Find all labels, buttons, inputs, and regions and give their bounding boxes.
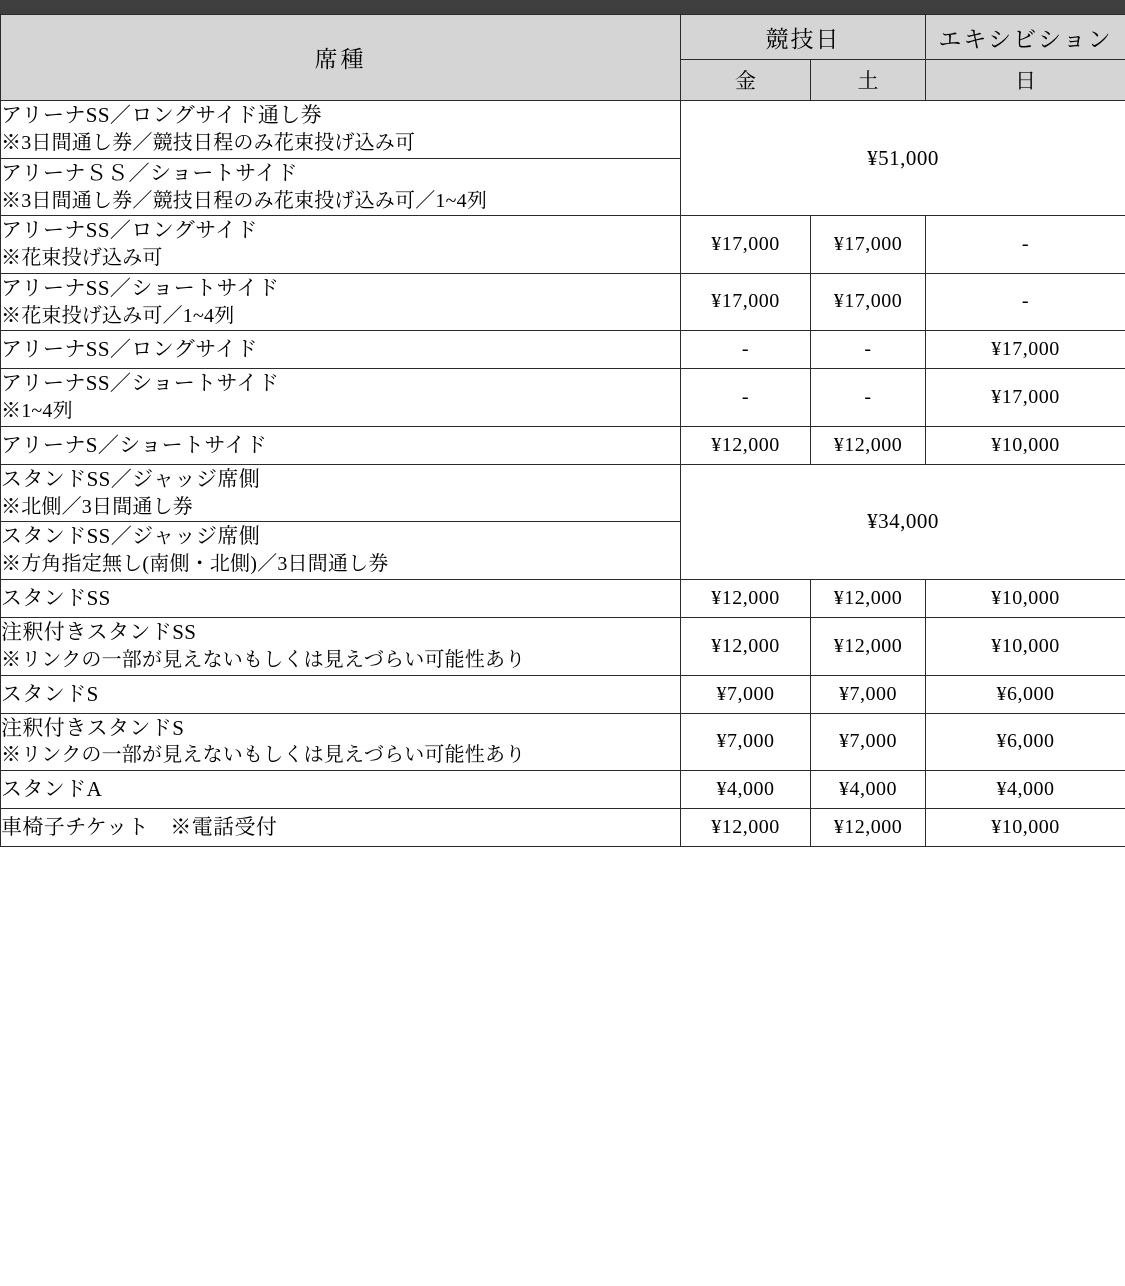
price-fri: ¥12,000 xyxy=(681,809,811,847)
seat-cell xyxy=(1,464,681,522)
seat-name: スタンドSS xyxy=(1,585,111,610)
price-sun: ¥10,000 xyxy=(926,809,1125,847)
table-row xyxy=(1,464,1125,522)
price-sat: ¥17,000 xyxy=(811,273,926,331)
seat-name: アリーナSS／ロングサイド xyxy=(1,337,258,362)
table-row xyxy=(1,426,1125,464)
price-sun: - xyxy=(926,216,1125,274)
seat-note: ※3日間通し券／競技日程のみ花束投げ込み可／1~4列 xyxy=(1,189,488,212)
table-row xyxy=(1,101,1125,159)
price-sun: ¥4,000 xyxy=(926,771,1125,809)
table-row xyxy=(1,216,1125,274)
header-group-exhibition: エキシビション xyxy=(926,15,1125,60)
price-sun: ¥10,000 xyxy=(926,617,1125,675)
price-sheet xyxy=(0,14,1125,847)
seat-note: ※1~4列 xyxy=(1,400,73,423)
price-fri: ¥12,000 xyxy=(681,579,811,617)
seat-name: 注釈付きスタンドS xyxy=(1,715,185,740)
header-day-fri: 金 xyxy=(681,60,811,101)
price-fri: ¥17,000 xyxy=(681,216,811,274)
table-row xyxy=(1,809,1125,847)
price-sun: ¥17,000 xyxy=(926,331,1125,369)
price-sat: ¥7,000 xyxy=(811,713,926,771)
top-bar xyxy=(0,0,1125,14)
seat-name: アリーナSS／ショートサイド xyxy=(1,371,280,396)
seat-note: ※リンクの一部が見えないもしくは見えづらい可能性あり xyxy=(1,744,526,767)
header-group-competition: 競技日 xyxy=(681,15,926,60)
seat-note: ※3日間通し券／競技日程のみ花束投げ込み可 xyxy=(1,131,416,154)
price-sat: - xyxy=(811,369,926,427)
table-row xyxy=(1,617,1125,675)
price-sun: - xyxy=(926,273,1125,331)
seat-name: アリーナSS／ロングサイド通し券 xyxy=(1,103,323,127)
seat-cell xyxy=(1,369,681,427)
price-sun: ¥6,000 xyxy=(926,675,1125,713)
price-sat: ¥12,000 xyxy=(811,617,926,675)
seat-cell xyxy=(1,675,681,713)
price-sun: ¥10,000 xyxy=(926,579,1125,617)
table-row xyxy=(1,675,1125,713)
table-row xyxy=(1,579,1125,617)
price-fri: - xyxy=(681,369,811,427)
table-row xyxy=(1,331,1125,369)
price-fri: ¥4,000 xyxy=(681,771,811,809)
seat-name: スタンドSS／ジャッジ席側 xyxy=(1,524,261,549)
price-fri: - xyxy=(681,331,811,369)
price-sun: ¥17,000 xyxy=(926,369,1125,427)
seat-name: スタンドSS／ジャッジ席側 xyxy=(1,466,261,491)
price-sat: ¥12,000 xyxy=(811,809,926,847)
seat-cell xyxy=(1,617,681,675)
header-row-groups xyxy=(1,15,1125,60)
table-row xyxy=(1,273,1125,331)
price-sat: ¥12,000 xyxy=(811,579,926,617)
seat-name: 車椅子チケット ※電話受付 xyxy=(1,815,278,840)
price-fri: ¥12,000 xyxy=(681,617,811,675)
seat-name: アリーナSS／ショートサイド xyxy=(1,275,280,300)
seat-name: アリーナS／ショートサイド xyxy=(1,432,268,457)
table-header xyxy=(1,15,1125,101)
seat-cell xyxy=(1,273,681,331)
price-fri: ¥7,000 xyxy=(681,675,811,713)
seat-note: ※北側／3日間通し券 xyxy=(1,495,193,518)
merged-price-cell: ¥51,000 xyxy=(681,101,1125,216)
table-row xyxy=(1,713,1125,771)
seat-name: アリーナＳＳ／ショートサイド xyxy=(1,160,298,185)
price-fri: ¥17,000 xyxy=(681,273,811,331)
price-sat: - xyxy=(811,331,926,369)
table-body xyxy=(1,101,1125,847)
merged-price-cell: ¥34,000 xyxy=(681,464,1125,579)
seat-cell xyxy=(1,331,681,369)
seat-cell xyxy=(1,426,681,464)
seat-cell xyxy=(1,158,681,216)
seat-name: スタンドS xyxy=(1,681,99,706)
seat-note: ※花束投げ込み可／1~4列 xyxy=(1,304,235,327)
seat-cell xyxy=(1,101,681,159)
table-row xyxy=(1,369,1125,427)
price-sat: ¥7,000 xyxy=(811,675,926,713)
header-day-sat: 土 xyxy=(811,60,926,101)
seat-note: ※花束投げ込み可 xyxy=(1,247,163,270)
seat-price-table xyxy=(0,14,1125,847)
seat-note: ※方角指定無し(南側・北側)／3日間通し券 xyxy=(1,553,389,576)
price-sat: ¥4,000 xyxy=(811,771,926,809)
price-fri: ¥7,000 xyxy=(681,713,811,771)
header-day-sun: 日 xyxy=(926,60,1125,101)
price-sun: ¥10,000 xyxy=(926,426,1125,464)
price-sun: ¥6,000 xyxy=(926,713,1125,771)
seat-name: アリーナSS／ロングサイド xyxy=(1,218,258,243)
table-row xyxy=(1,771,1125,809)
seat-cell xyxy=(1,216,681,274)
seat-cell xyxy=(1,713,681,771)
price-sat: ¥17,000 xyxy=(811,216,926,274)
seat-cell xyxy=(1,809,681,847)
seat-cell xyxy=(1,771,681,809)
seat-name: スタンドA xyxy=(1,777,103,802)
header-seat-type: 席種 xyxy=(1,15,681,101)
seat-note: ※リンクの一部が見えないもしくは見えづらい可能性あり xyxy=(1,648,526,671)
seat-name: 注釈付きスタンドSS xyxy=(1,619,197,644)
seat-cell xyxy=(1,579,681,617)
price-sat: ¥12,000 xyxy=(811,426,926,464)
seat-cell xyxy=(1,522,681,580)
price-fri: ¥12,000 xyxy=(681,426,811,464)
